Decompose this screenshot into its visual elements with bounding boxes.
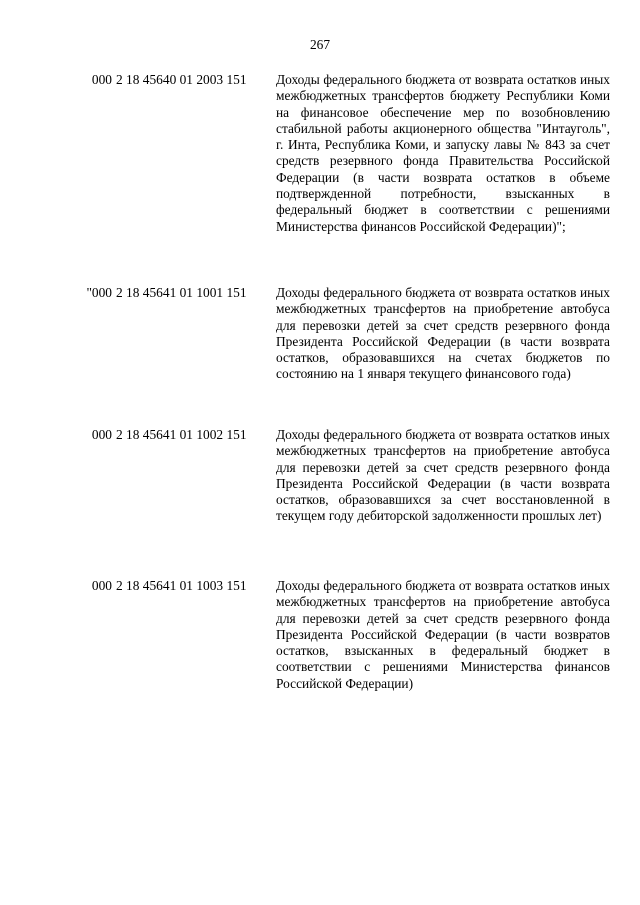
income-description: Доходы федерального бюджета от возврата остатков иных межбюджетных трансфертов на приобретение автобуса для перевозки детей за счет средств резервного фонда Президента Российской Федерации (в части возврата остатков, образовавшихся за счет восстановленной в текущем году дебиторской задолженности прошлых лет) [276,427,610,524]
budget-classification-code: 2 18 45641 01 1002 151 [116,427,247,442]
admin-code: 000 [91,578,112,593]
income-description: Доходы федерального бюджета от возврата остатков иных межбюджетных трансфертов на приобретение автобуса для перевозки детей за счет средств резервного фонда Президента Российской Федерации (в части возвратов остатков, взысканных в федеральный бюджет в соответствии с решениями Министерства финансов Российской Федерации) [276,578,610,691]
admin-code: 000 [91,72,112,87]
admin-code: 000 [91,427,112,442]
budget-classification-code: 2 18 45640 01 2003 151 [116,72,247,87]
admin-code: "000 [86,285,112,300]
budget-classification-code: 2 18 45641 01 1003 151 [116,578,247,593]
page-number: 267 [309,37,331,52]
income-description: Доходы федерального бюджета от возврата остатков иных межбюджетных трансфертов бюджету Республики Коми на финансовое обеспечение мер по возобновлению стабильной работы акционерного общества "Интауголь", г. Инта, Республика Коми, и запуску лавы № 843 за счет средств резервного фонда Правительства Российской Федерации (в части возврата остатков в объеме подтвержденной потребности, взысканных в федеральный бюджет в соответствии с решениями Министерства финансов Российской Федерации)"; [276,72,610,234]
income-description: Доходы федерального бюджета от возврата остатков иных межбюджетных трансфертов на приобретение автобуса для перевозки детей за счет средств резервного фонда Президента Российской Федерации (в части возврата остатков, образовавшихся на счетах бюджетов по состоянию на 1 января текущего финансового года) [276,285,610,382]
budget-classification-code: 2 18 45641 01 1001 151 [116,285,247,300]
